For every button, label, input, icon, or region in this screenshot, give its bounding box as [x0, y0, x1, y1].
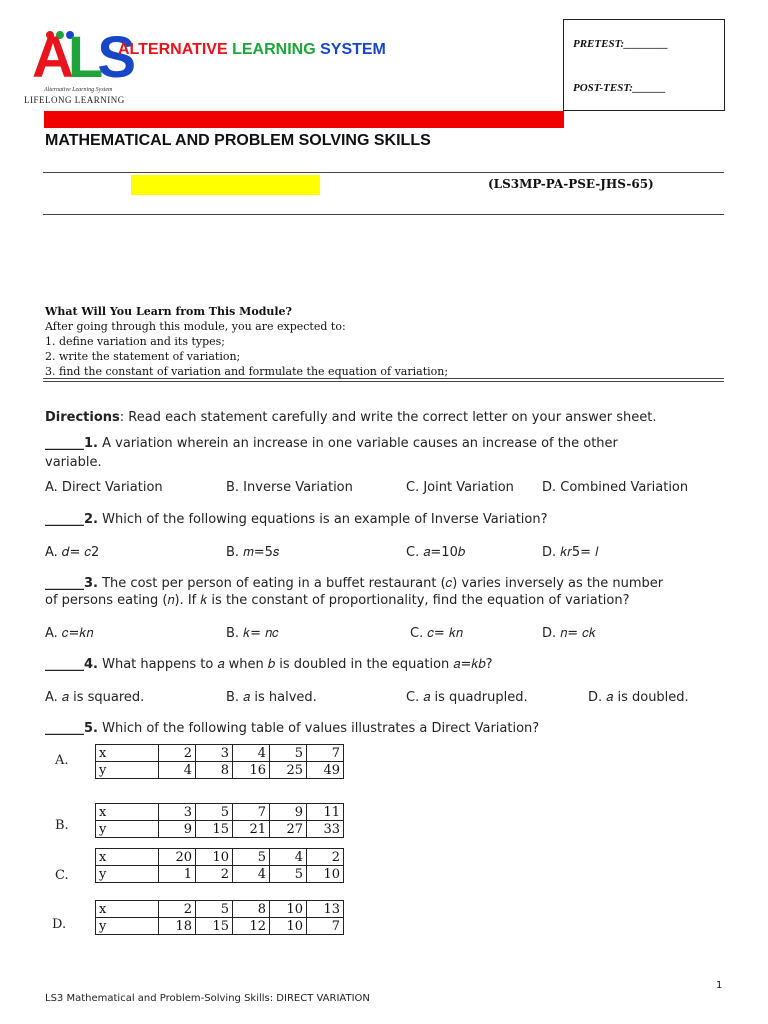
question-text: What happens to 𝑎 when 𝑏 is doubled in the equation 𝑎=𝑘𝑏?	[97, 657, 493, 672]
table-cell: x	[96, 849, 159, 866]
table-cell: x	[96, 804, 159, 821]
table-a	[95, 744, 344, 779]
table-cell: 15	[196, 821, 233, 838]
logo-subtext: Alternative Learning System	[44, 87, 113, 93]
divider	[43, 378, 724, 379]
table-cell: 9	[270, 804, 307, 821]
table-cell: 25	[270, 762, 307, 779]
q3-option-d[interactable]: D. 𝑛= 𝑐𝑘	[542, 626, 596, 641]
question-text: A variation wherein an increase in one variable causes an increase of the other	[97, 436, 618, 451]
objective-item: 1. define variation and its types;	[45, 335, 226, 348]
table-cell: y	[96, 762, 159, 779]
table-a-label[interactable]: A.	[55, 753, 69, 768]
table-row	[96, 804, 344, 821]
pretest-label: PRETEST:________	[573, 38, 669, 50]
table-cell: 4	[159, 762, 196, 779]
question-text: The cost per person of eating in a buffet restaurant (𝑐) varies inversely as the number	[97, 576, 664, 591]
table-cell: 4	[233, 866, 270, 883]
table-cell: 10	[196, 849, 233, 866]
question-4	[45, 657, 492, 672]
table-cell: 20	[159, 849, 196, 866]
table-cell: 2	[159, 745, 196, 762]
page-footer: LS3 Mathematical and Problem-Solving Skills: DIRECT VARIATION	[45, 993, 370, 1004]
question-text: Which of the following table of values illustrates a Direct Variation?	[97, 721, 540, 736]
q4-option-d[interactable]: D. 𝑎 is doubled.	[588, 690, 689, 705]
table-cell: 5	[270, 866, 307, 883]
q1-option-a[interactable]: A. Direct Variation	[45, 480, 163, 495]
table-d-label[interactable]: D.	[52, 917, 67, 932]
table-cell: 1	[159, 866, 196, 883]
table-cell: 5	[196, 804, 233, 821]
question-number: ______3.	[45, 576, 98, 591]
table-cell: 12	[233, 918, 270, 935]
q1-option-d[interactable]: D. Combined Variation	[542, 480, 689, 495]
table-cell: 8	[233, 901, 270, 918]
table-cell: 9	[159, 821, 196, 838]
q4-option-c[interactable]: C. 𝑎 is quadrupled.	[406, 690, 528, 705]
table-cell: 10	[307, 866, 344, 883]
table-cell: 5	[196, 901, 233, 918]
table-cell: 16	[233, 762, 270, 779]
q4-option-b[interactable]: B. 𝑎 is halved.	[226, 690, 317, 705]
table-cell: 33	[307, 821, 344, 838]
test-score-box	[563, 19, 725, 111]
logo-letter-s: S	[97, 25, 131, 90]
q2-option-c[interactable]: C. 𝑎=10𝑏	[406, 545, 466, 560]
q2-option-b[interactable]: B. 𝑚=5𝑠	[226, 545, 280, 560]
divider	[43, 381, 724, 382]
q2-option-d[interactable]: D. 𝑘𝑟5= 𝑙	[542, 545, 599, 560]
table-cell: 3	[196, 745, 233, 762]
logo-letter-l: L	[67, 25, 98, 90]
question-1-cont: variable.	[45, 455, 102, 470]
table-cell: 10	[270, 918, 307, 935]
page-number: 1	[716, 980, 723, 991]
table-row	[96, 866, 344, 883]
objectives-heading: What Will You Learn from This Module?	[45, 305, 293, 318]
table-row	[96, 849, 344, 866]
table-cell: 7	[307, 918, 344, 935]
q3-option-c[interactable]: C. 𝑐= 𝑘𝑛	[410, 626, 463, 641]
logo-letter-a: A	[32, 25, 68, 90]
table-cell: 2	[307, 849, 344, 866]
table-cell: y	[96, 866, 159, 883]
table-cell: 18	[159, 918, 196, 935]
posttest-label: POST-TEST:______	[573, 82, 666, 94]
question-5	[45, 721, 539, 736]
table-cell: 10	[270, 901, 307, 918]
question-1	[45, 436, 618, 451]
directions-label: Directions	[45, 410, 120, 425]
logo-tagline: LIFELONG LEARNING	[24, 95, 125, 105]
table-cell: 27	[270, 821, 307, 838]
brand-name	[118, 41, 386, 59]
table-b	[95, 803, 344, 838]
q2-option-a[interactable]: A. 𝑑= 𝑐2	[45, 545, 100, 560]
directions-text: : Read each statement carefully and write the correct letter on your answer sheet.	[119, 410, 657, 425]
question-number: ______4.	[45, 657, 98, 672]
q3-option-b[interactable]: B. 𝑘= 𝑛𝑐	[226, 626, 279, 641]
q1-option-b[interactable]: B. Inverse Variation	[226, 480, 353, 495]
question-number: ______2.	[45, 512, 98, 527]
red-banner	[44, 111, 564, 128]
table-d	[95, 900, 344, 935]
table-cell: 2	[159, 901, 196, 918]
table-cell: x	[96, 745, 159, 762]
page-title: MATHEMATICAL AND PROBLEM SOLVING SKILLS	[45, 132, 431, 149]
divider	[43, 172, 724, 173]
table-c-label[interactable]: C.	[55, 868, 69, 883]
competency-code: (LS3MP-PA-PSE-JHS-65)	[488, 177, 654, 191]
question-text: Which of the following equations is an example of Inverse Variation?	[97, 512, 548, 527]
objective-item: 3. find the constant of variation and formulate the equation of variation;	[45, 365, 449, 378]
question-3-cont: of persons eating (𝑛). If 𝑘 is the constant of proportionality, find the equation of variation?	[45, 593, 630, 608]
directions	[45, 410, 657, 425]
table-cell: 13	[307, 901, 344, 918]
question-2	[45, 512, 548, 527]
objective-item: 2. write the statement of variation;	[45, 350, 241, 363]
question-number: ______1.	[45, 436, 98, 451]
table-row	[96, 918, 344, 935]
table-cell: 21	[233, 821, 270, 838]
divider	[43, 214, 724, 215]
table-cell: 4	[270, 849, 307, 866]
table-cell: 2	[196, 866, 233, 883]
q3-option-a[interactable]: A. 𝑐=𝑘𝑛	[45, 626, 94, 641]
table-b-label[interactable]: B.	[55, 818, 69, 833]
table-cell: x	[96, 901, 159, 918]
table-cell: 8	[196, 762, 233, 779]
brand-word-3: SYSTEM	[320, 41, 386, 58]
table-row	[96, 762, 344, 779]
objectives-block	[45, 304, 448, 379]
table-cell: 11	[307, 804, 344, 821]
brand-word-2: LEARNING	[232, 41, 316, 58]
table-cell: 5	[270, 745, 307, 762]
table-cell: y	[96, 918, 159, 935]
question-number: ______5.	[45, 721, 98, 736]
table-row	[96, 745, 344, 762]
table-cell: 7	[233, 804, 270, 821]
q4-option-a[interactable]: A. 𝑎 is squared.	[45, 690, 145, 705]
table-cell: 49	[307, 762, 344, 779]
highlight-block	[131, 175, 320, 195]
table-cell: 7	[307, 745, 344, 762]
table-row	[96, 901, 344, 918]
objectives-intro: After going through this module, you are expected to:	[45, 320, 346, 333]
q1-option-c[interactable]: C. Joint Variation	[406, 480, 514, 495]
table-c	[95, 848, 344, 883]
table-cell: 4	[233, 745, 270, 762]
table-cell: 5	[233, 849, 270, 866]
table-cell: 3	[159, 804, 196, 821]
table-cell: 15	[196, 918, 233, 935]
brand-word-1: ALTERNATIVE	[118, 41, 228, 58]
table-cell: y	[96, 821, 159, 838]
question-3	[45, 576, 663, 591]
table-row	[96, 821, 344, 838]
